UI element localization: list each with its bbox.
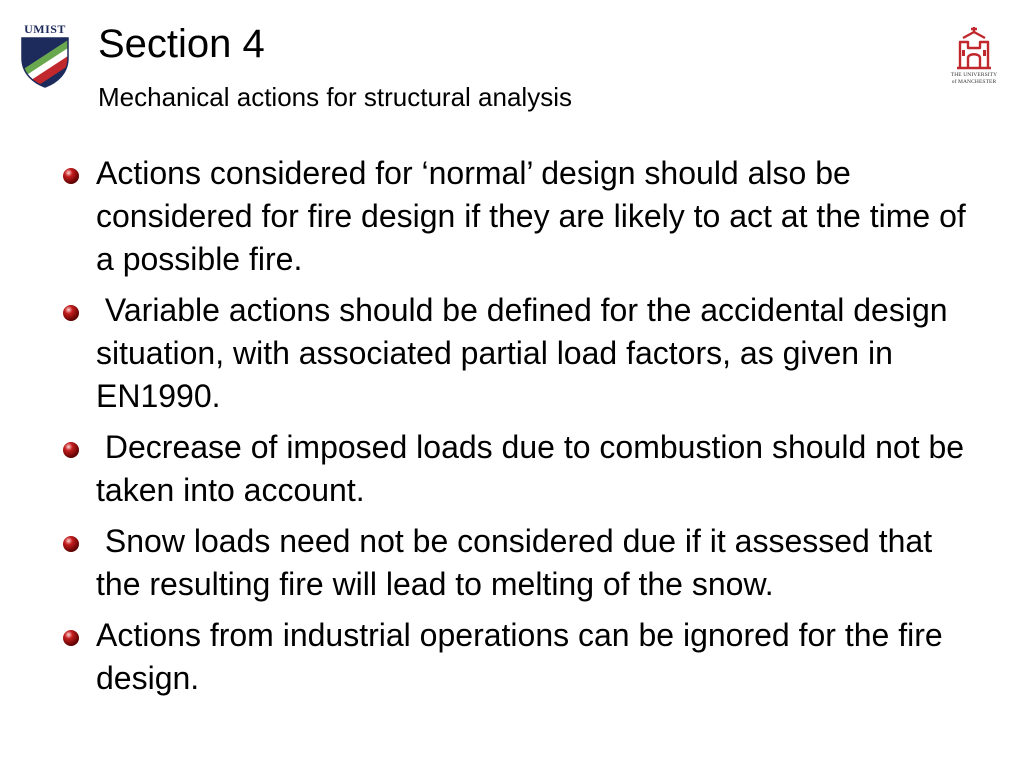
bullet-text: Decrease of imposed loads due to combustion should not be taken into account. xyxy=(96,429,973,508)
slide-title: Section 4 xyxy=(98,22,265,66)
bullet-text: Actions considered for ‘normal’ design should also be considered for fire design if they are likely to act at the time of a possible fire. xyxy=(96,155,975,277)
bullet-sphere-icon xyxy=(62,629,80,647)
bullet-sphere-icon xyxy=(62,304,80,322)
bullet-sphere-icon xyxy=(62,535,80,553)
university-of-manchester-logo xyxy=(946,24,1002,92)
bullet-item xyxy=(0,520,982,606)
bullet-item xyxy=(0,152,982,281)
bullet-sphere-icon xyxy=(62,167,80,185)
bullet-text: Snow loads need not be considered due if it assessed that the resulting fire will lead to melting of the snow. xyxy=(96,523,941,602)
bullet-item xyxy=(0,289,982,418)
manchester-wordmark-line1: THE UNIVERSITY xyxy=(950,72,998,78)
bullet-text: Actions from industrial operations can be ignored for the fire design. xyxy=(96,617,952,696)
manchester-crest-icon xyxy=(954,24,994,70)
bullet-text: Variable actions should be defined for the accidental design situation, with associated partial load factors, as given in EN1990. xyxy=(96,292,957,414)
bullet-list xyxy=(0,152,1000,708)
manchester-wordmark-line2: of MANCHESTER xyxy=(951,79,997,85)
manchester-wordmark xyxy=(946,72,1002,86)
umist-shield-icon xyxy=(20,36,70,88)
slide-subtitle: Mechanical actions for structural analysis xyxy=(98,82,572,112)
bullet-item xyxy=(0,426,982,512)
bullet-item xyxy=(0,614,982,700)
umist-wordmark: UMIST xyxy=(24,22,66,36)
umist-logo xyxy=(18,22,72,88)
bullet-sphere-icon xyxy=(62,441,80,459)
